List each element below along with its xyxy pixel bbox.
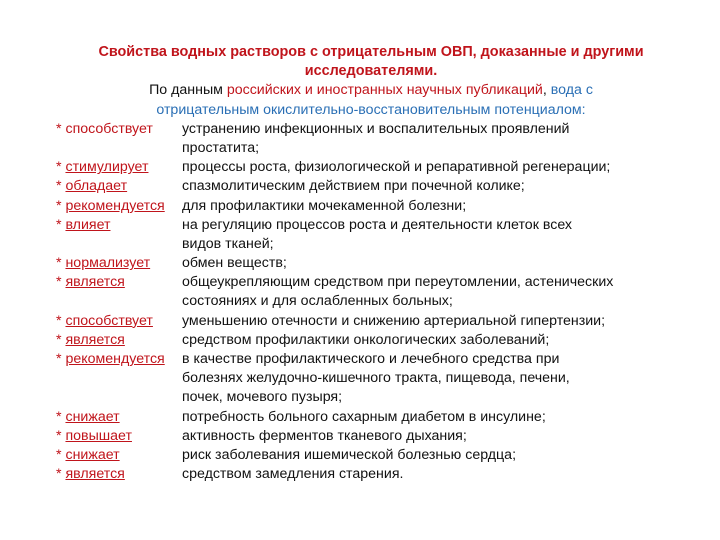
list-item — [56, 408, 686, 427]
property-text: в качестве профилактического и лечебного средства при — [182, 351, 560, 367]
intro-text: По данным — [149, 82, 227, 99]
verb-column — [56, 273, 182, 292]
bullet-asterisk: * — [56, 120, 66, 137]
list-item — [56, 120, 686, 139]
property-text: потребность больного сахарным диабетом в инсулине; — [182, 408, 546, 425]
list-item — [56, 197, 686, 216]
property-text: на регуляцию процессов роста и деятельности клеток всех — [182, 216, 572, 233]
verb-column — [56, 331, 182, 350]
list-item — [56, 331, 686, 350]
intro-line-1 — [56, 81, 686, 100]
list-item — [56, 235, 686, 254]
verb-column — [56, 177, 182, 196]
verb-column — [56, 350, 182, 369]
property-text: состояниях и для ослабленных больных; — [182, 293, 453, 310]
list-item — [56, 254, 686, 273]
bullet-asterisk: * — [56, 178, 66, 195]
bullet-asterisk: * — [56, 427, 66, 444]
bullet-asterisk: * — [56, 312, 66, 329]
verb-column — [56, 388, 182, 407]
property-text: почек, мочевого пузыря; — [182, 389, 343, 406]
bullet-asterisk: * — [56, 197, 66, 214]
intro-line-2: отрицательным окислительно-восстановительным потенциалом: — [156, 101, 586, 118]
property-verb: снижает — [65, 446, 120, 463]
property-text: процессы роста, физиологической и репаративной регенерации; — [182, 159, 611, 176]
property-text: средством профилактики онкологических заболеваний; — [182, 331, 550, 348]
property-text: болезнях желудочно-кишечного тракта, пищевода, печени, — [182, 370, 570, 387]
verb-column — [56, 120, 182, 139]
verb-column — [56, 216, 182, 235]
list-item — [56, 446, 686, 465]
intro-water: вода с — [550, 82, 593, 99]
property-verb: способствует — [65, 312, 153, 329]
property-text: для профилактики мочекаменной болезни; — [182, 197, 467, 214]
verb-column — [56, 292, 182, 311]
property-text: средством замедления старения. — [182, 466, 404, 483]
list-item — [56, 427, 686, 446]
property-verb: обладает — [65, 178, 128, 195]
verb-column — [56, 408, 182, 427]
verb-column — [56, 235, 182, 254]
bullet-asterisk: * — [56, 446, 66, 463]
verb-column — [56, 427, 182, 446]
bullet-asterisk: * — [56, 408, 66, 425]
property-verb: стимулирует — [65, 159, 149, 176]
list-item — [56, 465, 686, 484]
property-verb: рекомендуется — [65, 351, 165, 367]
property-verb: рекомендуется — [65, 197, 165, 214]
verb-column — [56, 446, 182, 465]
intro-publications: российских и иностранных научных публикаций — [226, 82, 543, 99]
intro-comma: , — [542, 82, 551, 99]
list-item — [56, 388, 686, 407]
bullet-asterisk: * — [56, 331, 66, 348]
list-item — [56, 369, 686, 388]
verb-column — [56, 369, 182, 388]
property-text: риск заболевания ишемической болезнью сердца; — [182, 446, 517, 463]
verb-column — [56, 254, 182, 273]
slide-title-line-1: Свойства водных растворов с отрицательным ОВП, доказанные и другими — [98, 44, 644, 60]
verb-column — [56, 158, 182, 177]
property-text: уменьшению отечности и снижению артериальной гипертензии; — [182, 312, 606, 329]
property-verb: является — [65, 274, 125, 291]
property-list — [56, 120, 686, 485]
slide-title-line-2: исследователями. — [304, 63, 438, 80]
property-text: видов тканей; — [182, 235, 274, 252]
property-verb: повышает — [65, 427, 132, 444]
property-text: общеукрепляющим средством при переутомлении, астенических — [182, 274, 614, 291]
property-verb: влияет — [65, 216, 111, 233]
property-verb: нормализует — [65, 255, 151, 272]
list-item — [56, 158, 686, 177]
slide-content — [56, 43, 686, 484]
list-item — [56, 273, 686, 292]
verb-column — [56, 197, 182, 216]
bullet-asterisk: * — [56, 216, 66, 233]
list-item — [56, 312, 686, 331]
property-text: активность ферментов тканевого дыхания; — [182, 427, 467, 444]
list-item — [56, 216, 686, 235]
bullet-asterisk: * — [56, 274, 66, 291]
verb-column — [56, 139, 182, 158]
list-item — [56, 177, 686, 196]
property-verb: является — [65, 466, 125, 483]
bullet-asterisk: * — [56, 159, 66, 176]
list-item — [56, 139, 686, 158]
property-text: спазмолитическим действием при почечной колике; — [182, 178, 525, 195]
verb-column — [56, 312, 182, 331]
list-item — [56, 350, 686, 369]
list-item — [56, 292, 686, 311]
property-text: устранению инфекционных и воспалительных проявлений — [182, 120, 570, 137]
bullet-asterisk: * — [56, 351, 66, 367]
bullet-asterisk: * — [56, 255, 66, 272]
bullet-asterisk: * — [56, 466, 66, 483]
property-verb: является — [65, 331, 125, 348]
property-verb: способствует — [65, 120, 153, 137]
property-verb: снижает — [65, 408, 120, 425]
verb-column — [56, 465, 182, 484]
property-text: простатита; — [182, 139, 260, 156]
property-text: обмен веществ; — [182, 255, 287, 272]
